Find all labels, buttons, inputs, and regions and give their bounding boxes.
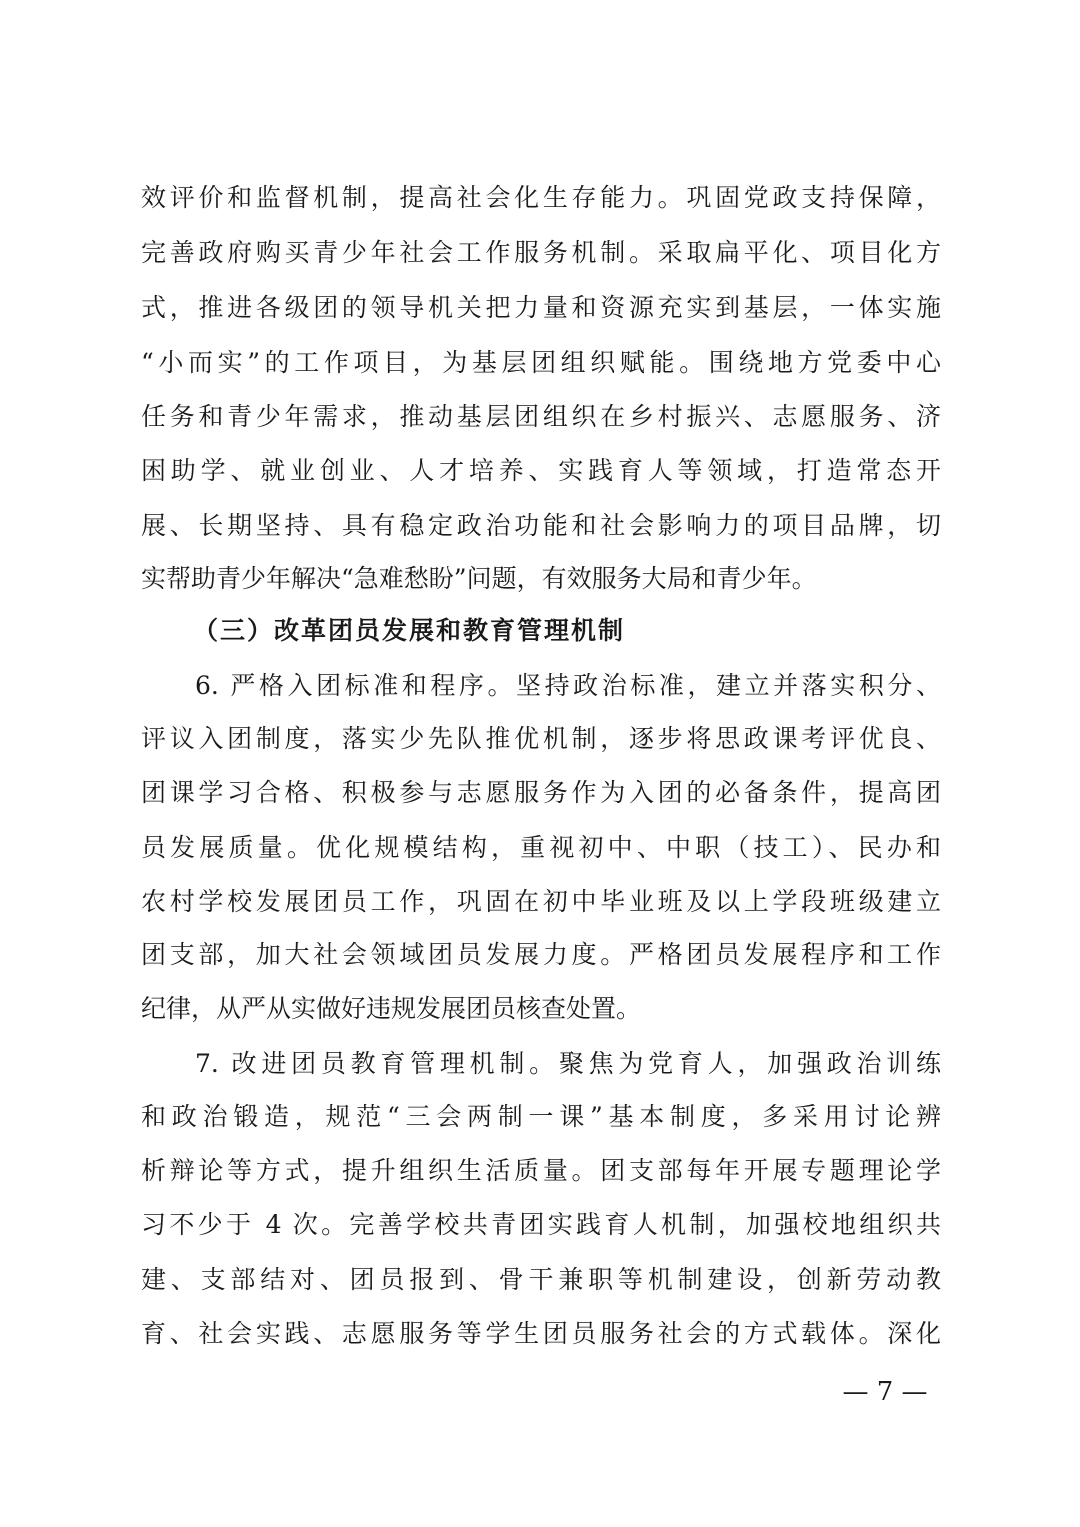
body-line: 和政治锻造，规范“三会两制一课”基本制度，多采用讨论辨 <box>141 1102 941 1131</box>
body-line: 育、社会实践、志愿服务等学生团员服务社会的方式载体。深化 <box>141 1319 941 1348</box>
page-number: — 7 — <box>842 1377 928 1407</box>
body-line: 展、长期坚持、具有稳定政治功能和社会影响力的项目品牌，切 <box>141 511 941 540</box>
body-line: 纪律，从严从实做好违规发展团员核查处置。 <box>141 994 642 1023</box>
body-line: 习不少于 4 次。完善学校共青团实践育人机制，加强校地组织共 <box>141 1210 941 1239</box>
paragraph-first-line: 6. 严格入团标准和程序。坚持政治标准，建立并落实积分、 <box>195 671 941 700</box>
body-line: 员发展质量。优化规模结构，重视初中、中职（技工）、民办和 <box>141 833 941 862</box>
body-line: 建、支部结对、团员报到、骨干兼职等机制建设，创新劳动教 <box>141 1265 941 1294</box>
body-line: 评议入团制度，落实少先队推优机制，逐步将思政课考评优良、 <box>141 724 941 753</box>
body-line: 团课学习合格、积极参与志愿服务作为入团的必备条件，提高团 <box>141 778 941 807</box>
body-line: 任务和青少年需求，推动基层团组织在乡村振兴、志愿服务、济 <box>141 402 941 431</box>
body-line: 完善政府购买青少年社会工作服务机制。采取扁平化、项目化方 <box>141 238 941 267</box>
paragraph-first-line: 7. 改进团员教育管理机制。聚焦为党育人，加强政治训练 <box>195 1049 941 1078</box>
body-line: 效评价和监督机制，提高社会化生存能力。巩固党政支持保障， <box>141 183 941 212</box>
section-heading: （三）改革团员发展和教育管理机制 <box>193 616 626 645</box>
body-line: 析辩论等方式，提升组织生活质量。团支部每年开展专题理论学 <box>141 1156 941 1185</box>
body-line: 式，推进各级团的领导机关把力量和资源充实到基层，一体实施 <box>141 293 941 322</box>
body-line: “小而实”的工作项目，为基层团组织赋能。围绕地方党委中心 <box>141 348 941 377</box>
body-line: 困助学、就业创业、人才培养、实践育人等领域，打造常态开 <box>141 456 941 485</box>
body-line: 农村学校发展团员工作，巩固在初中毕业班及以上学段班级建立 <box>141 887 941 916</box>
body-line: 实帮助青少年解决“急难愁盼”问题，有效服务大局和青少年。 <box>141 564 817 593</box>
body-line: 团支部，加大社会领域团员发展力度。严格团员发展程序和工作 <box>141 940 941 969</box>
